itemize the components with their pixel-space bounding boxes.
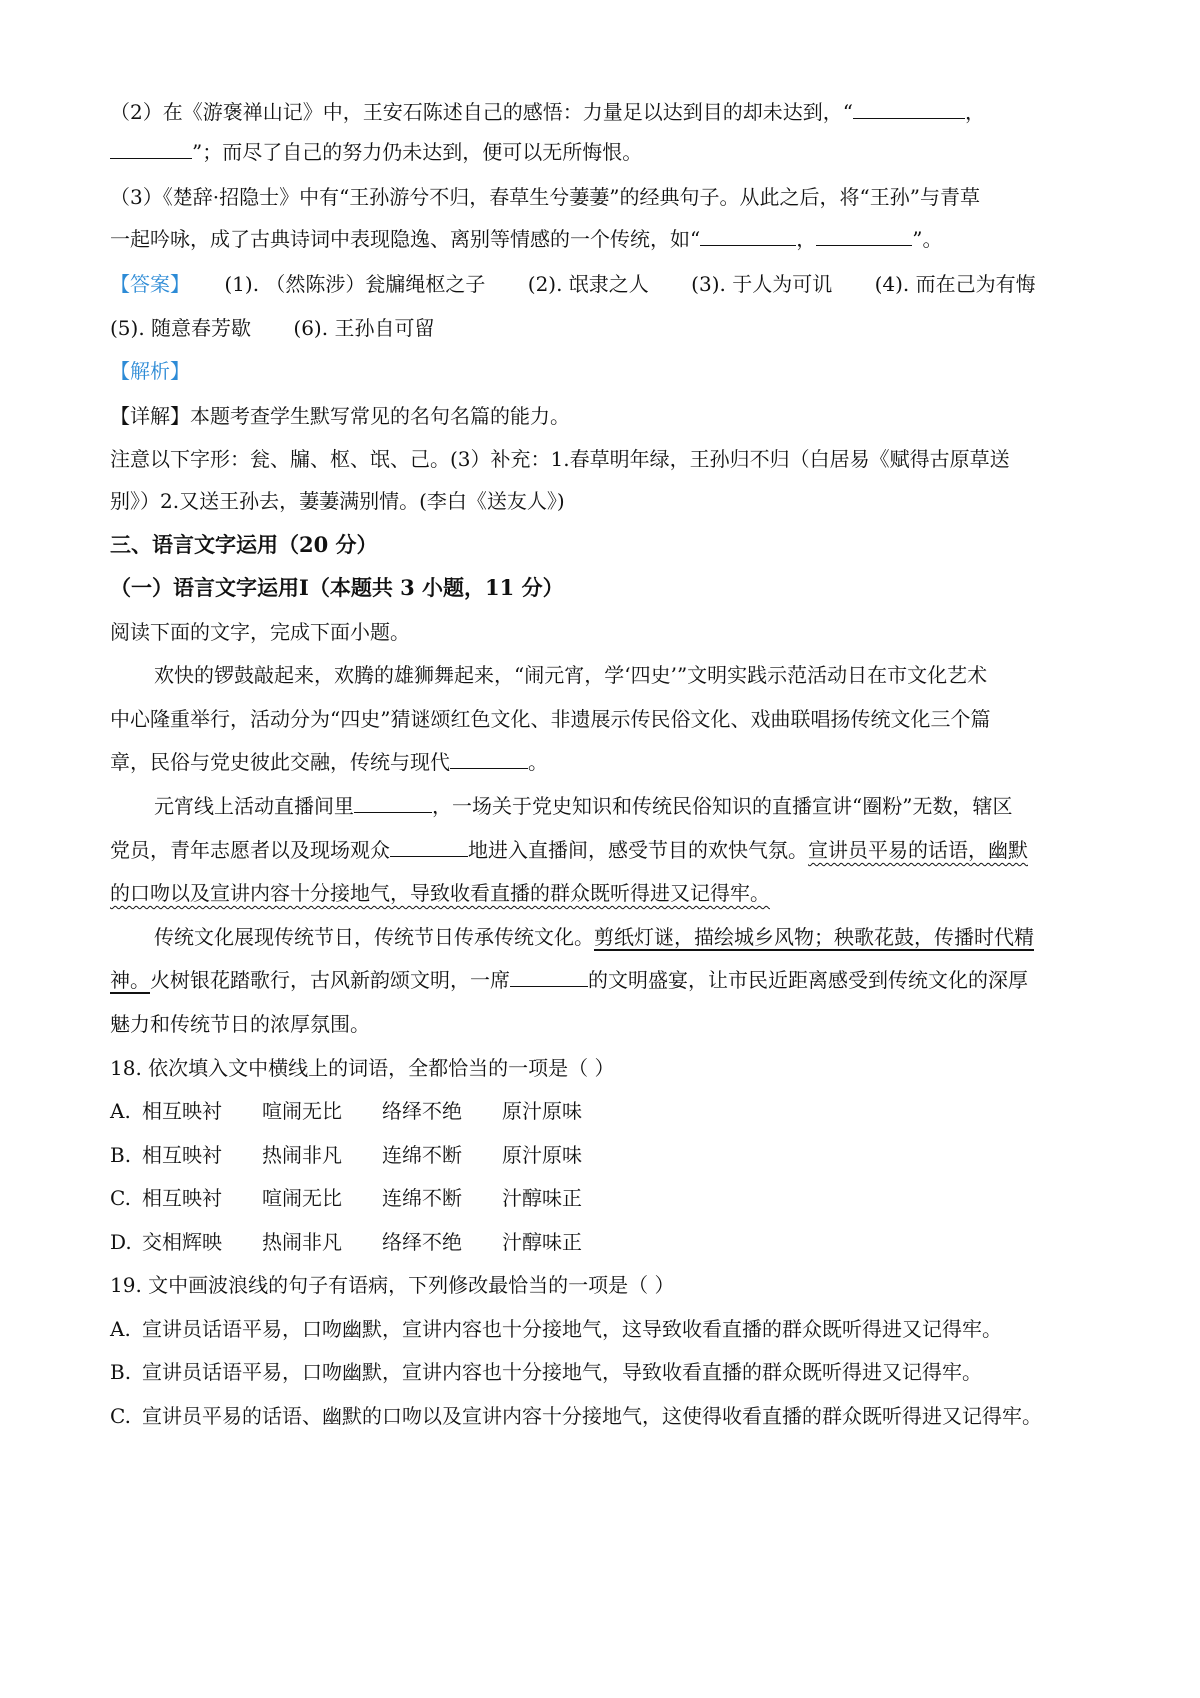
passage-p3-line-3: 魅力和传统节日的浓厚氛围。: [110, 1012, 370, 1036]
underlined-sentence: 剪纸灯谜，描绘城乡风物；秧歌花鼓，传播时代精: [594, 925, 1034, 949]
option-word: 喧闹无比: [262, 1099, 342, 1123]
answer-item: (2). 氓隶之人: [527, 272, 649, 296]
answer-item: (1). （然陈涉）瓮牖绳枢之子: [224, 272, 486, 296]
q18-option-d: [110, 1228, 622, 1256]
passage-p1-line-1: 欢快的锣鼓敲起来，欢腾的雄狮舞起来，“闹元宵，学‘四史’”文明实践示范活动日在市文化艺术: [154, 663, 988, 687]
option-word: 喧闹无比: [262, 1186, 342, 1210]
answer-item: (5). 随意春芳歇: [110, 316, 252, 340]
analysis-note-1: 注意以下字形：瓮、牖、枢、氓、己。(3）补充：1.春草明年绿，王孙归不归（白居易《赋得古原草送: [110, 447, 1010, 471]
fill-blank: [390, 838, 468, 857]
option-word: 原汁原味: [502, 1099, 582, 1123]
q18-option-c: [110, 1184, 622, 1212]
option-label: B.: [110, 1360, 132, 1384]
q19-option-b: [110, 1358, 982, 1386]
passage-text: 的文明盛宴，让市民近距离感受到传统文化的深厚: [588, 968, 1028, 992]
answer-line-1: [110, 270, 1100, 298]
option-word: 热闹非凡: [262, 1230, 342, 1254]
passage-p3-line-1: [154, 923, 1034, 951]
passage-text: 传统文化展现传统节日，传统节日传承传统文化。: [154, 925, 594, 949]
q3-text-2: 一起吟咏，成了古典诗词中表现隐逸、离别等情感的一个传统，如“: [110, 227, 701, 251]
q3-line-2: [110, 225, 942, 253]
q18-stem: 18. 依次填入文中横线上的词语，全都恰当的一项是（ ）: [110, 1056, 615, 1080]
option-word: 相互映衬: [142, 1099, 222, 1123]
option-word: 相互映衬: [142, 1143, 222, 1167]
fill-blank: [700, 227, 796, 246]
passage-p2-line-3: [110, 879, 770, 907]
fill-blank: [110, 140, 192, 159]
option-word: 络绎不绝: [382, 1230, 462, 1254]
q3-comma: ，: [796, 227, 817, 251]
q18-option-b: [110, 1141, 622, 1169]
passage-text: 党员，青年志愿者以及现场观众: [110, 838, 390, 862]
passage-text: 地进入直播间，感受节目的欢快气氛。: [468, 838, 808, 862]
passage-text: ，一场关于党史知识和传统民俗知识的直播宣讲“圈粉”无数，辖区: [432, 794, 1013, 818]
option-word: 汁醇味正: [502, 1230, 582, 1254]
analysis-detail: 【详解】本题考查学生默写常见的名句名篇的能力。: [110, 404, 570, 428]
option-label: A.: [110, 1317, 131, 1341]
q19-option-c: [110, 1402, 1042, 1430]
passage-p1-line-3: [110, 748, 548, 776]
option-word: 热闹非凡: [262, 1143, 342, 1167]
analysis-tag: 【解析】: [110, 359, 190, 383]
q18-option-a: [110, 1097, 622, 1125]
q2-line-1: [110, 98, 985, 126]
analysis-note-2: 别》）2.又送王孙去，萋萋满别情。(李白《送友人》): [110, 489, 565, 513]
option-text: 宣讲员平易的话语、幽默的口吻以及宣讲内容十分接地气，这使得收看直播的群众既听得进又记得牢。: [142, 1404, 1042, 1428]
q2-comma: ，: [964, 100, 985, 124]
option-word: 连绵不断: [382, 1143, 462, 1167]
option-label: A.: [110, 1099, 131, 1123]
wavy-underlined-sentence: 的口吻以及宣讲内容十分接地气，导致收看直播的群众既听得进又记得牢。: [110, 881, 770, 905]
passage-text: 章，民俗与党史彼此交融，传统与现代: [110, 750, 450, 774]
option-word: 连绵不断: [382, 1186, 462, 1210]
q2-text-1: （2）在《游褒禅山记》中，王安石陈述自己的感悟：力量足以达到目的却未达到，“: [110, 100, 853, 124]
section-instruction: 阅读下面的文字，完成下面小题。: [110, 620, 410, 644]
fill-blank: [816, 227, 912, 246]
option-word: 原汁原味: [502, 1143, 582, 1167]
answer-item: (4). 而在己为有悔: [874, 272, 1036, 296]
option-label: C.: [110, 1186, 131, 1210]
q3-line-1: [110, 183, 980, 211]
wavy-underlined-sentence: 宣讲员平易的话语，幽默: [808, 838, 1028, 862]
answer-tag: 【答案】: [110, 272, 190, 296]
answer-line-2: [110, 314, 434, 342]
option-label: B.: [110, 1143, 132, 1167]
option-text: 宣讲员话语平易，口吻幽默，宣讲内容也十分接地气，这导致收看直播的群众既听得进又记得牢。: [142, 1317, 1002, 1341]
option-label: D.: [110, 1230, 132, 1254]
q2-text-2: ”；而尽了自己的努力仍未达到，便可以无所悔恨。: [192, 140, 643, 164]
q19-option-a: [110, 1315, 1002, 1343]
fill-blank: [354, 794, 432, 813]
passage-text: 。: [528, 750, 548, 774]
answer-item: (3). 于人为可讥: [691, 272, 833, 296]
section-title: 三、语言文字运用（20 分）: [110, 532, 378, 557]
underlined-sentence: 神。: [110, 968, 150, 992]
option-word: 汁醇味正: [502, 1186, 582, 1210]
q2-line-2: [110, 138, 642, 166]
option-label: C.: [110, 1404, 131, 1428]
answer-item: (6). 王孙自可留: [293, 316, 435, 340]
option-word: 相互映衬: [142, 1186, 222, 1210]
fill-blank: [853, 100, 965, 119]
q3-text-1: （3）《楚辞·招隐士》中有“王孙游兮不归，春草生兮萋萋”的经典句子。从此之后，将“王孙”与青草: [110, 185, 980, 209]
passage-p2-line-2: [110, 836, 1028, 864]
q19-stem: 19. 文中画波浪线的句子有语病，下列修改最恰当的一项是（ ）: [110, 1273, 675, 1297]
option-text: 宣讲员话语平易，口吻幽默，宣讲内容也十分接地气，导致收看直播的群众既听得进又记得牢。: [142, 1360, 982, 1384]
q3-end: ”。: [912, 227, 943, 251]
option-word: 交相辉映: [142, 1230, 222, 1254]
section-subtitle: （一）语言文字运用Ⅰ（本题共 3 小题，11 分）: [110, 575, 564, 600]
passage-text: 元宵线上活动直播间里: [154, 794, 354, 818]
fill-blank: [510, 968, 588, 987]
option-word: 络绎不绝: [382, 1099, 462, 1123]
passage-p2-line-1: [154, 792, 1012, 820]
passage-p1-line-2: 中心隆重举行，活动分为“四史”猜谜颂红色文化、非遗展示传民俗文化、戏曲联唱扬传统文化三个篇: [110, 707, 991, 731]
passage-p3-line-2: [110, 966, 1028, 994]
passage-text: 火树银花踏歌行，古风新韵颂文明，一席: [150, 968, 510, 992]
fill-blank: [450, 750, 528, 769]
